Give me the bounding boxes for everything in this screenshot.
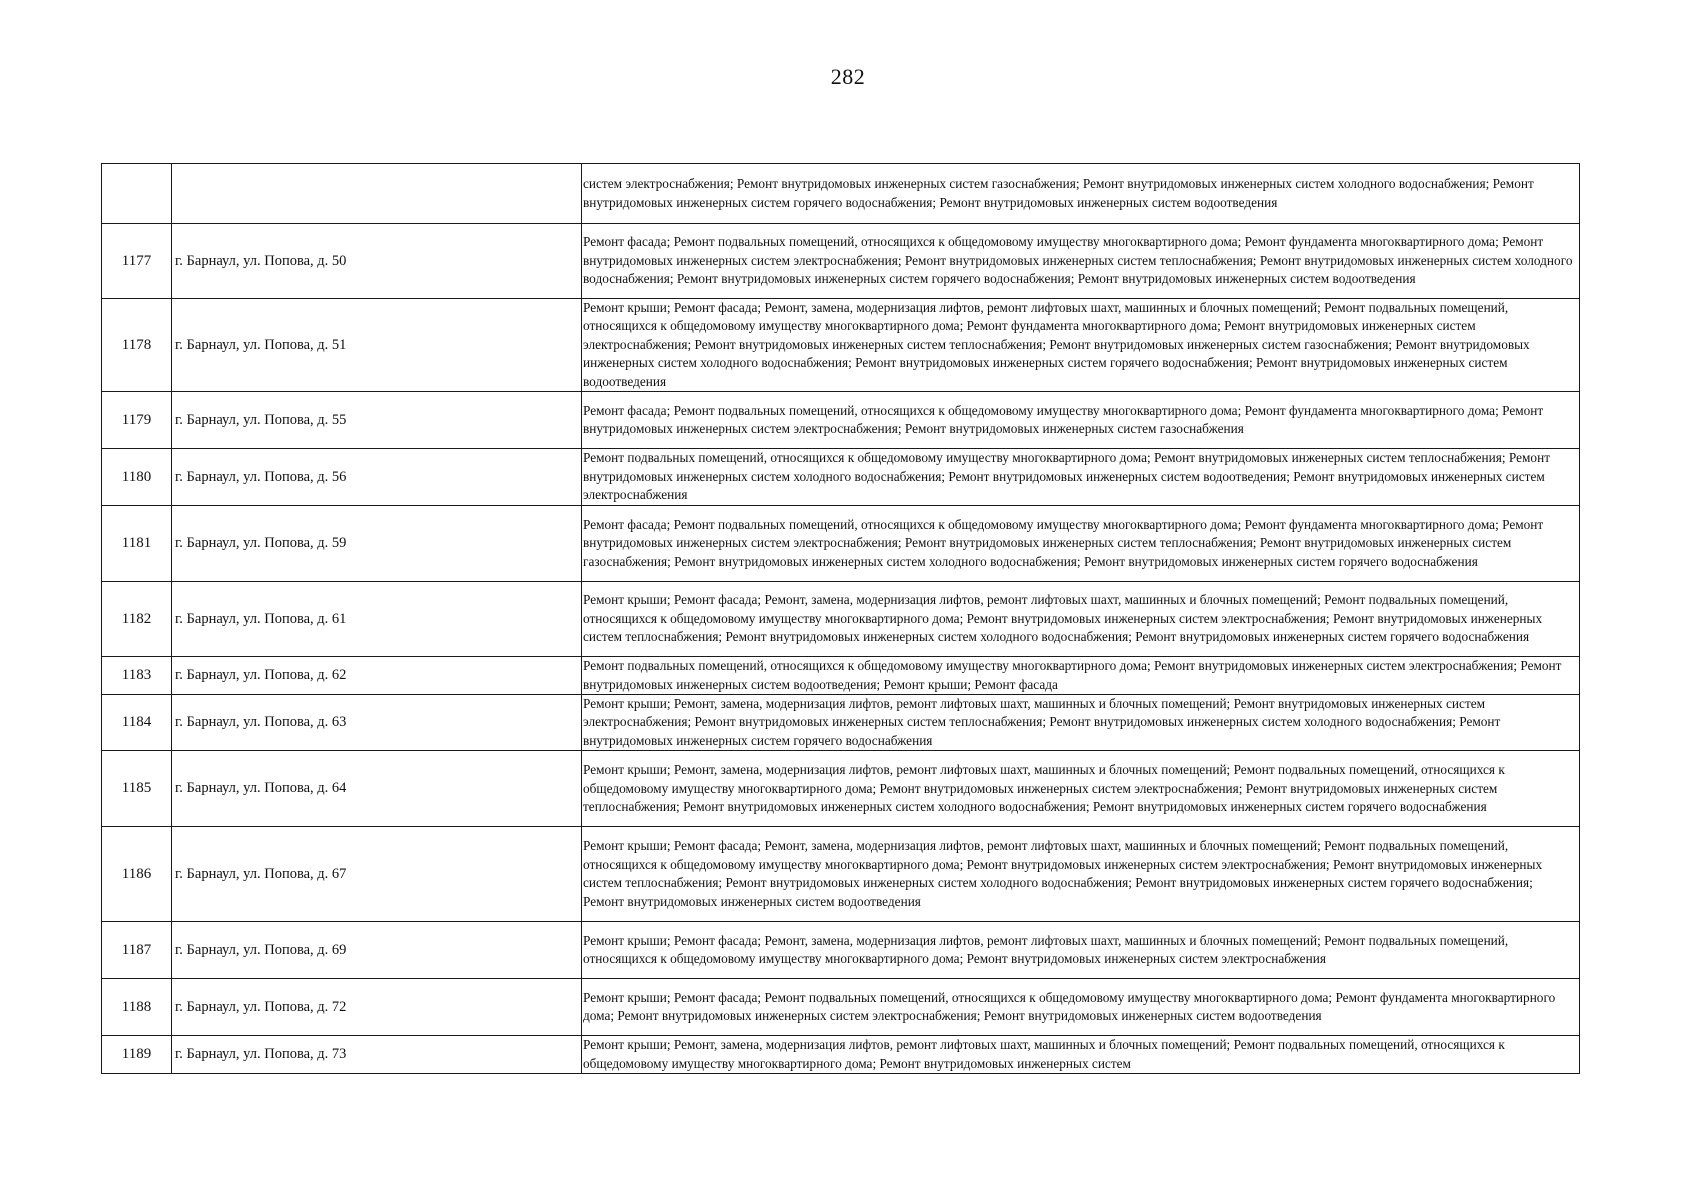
row-number: 1189 (102, 1036, 172, 1074)
page-number: 282 (830, 64, 866, 89)
row-works: Ремонт крыши; Ремонт фасада; Ремонт, замена, модернизация лифтов, ремонт лифтовых шахт, машинных и блочных помещений; Ремонт подвальных помещений, относящихся к общедомовому имуществу многоквартирного дома; Ремонт внутридомовых инженерных систем электроснабжения; Ремонт внутридомовых инженерных систем теплоснабжения; Ремонт внутридомовых инженерных систем холодного водоснабжения; Ремонт внутридомовых инженерных систем горячего водоснабжения (582, 582, 1580, 657)
table-row (102, 922, 1580, 979)
table-row (102, 979, 1580, 1036)
row-address: г. Барнаул, ул. Попова, д. 69 (172, 922, 582, 979)
row-number: 1183 (102, 657, 172, 695)
row-address: г. Барнаул, ул. Попова, д. 59 (172, 506, 582, 582)
table-row (102, 224, 1580, 299)
table-row (102, 392, 1580, 449)
row-works: Ремонт крыши; Ремонт, замена, модернизация лифтов, ремонт лифтовых шахт, машинных и блочных помещений; Ремонт подвальных помещений, относящихся к общедомовому имуществу многоквартирного дома; Ремонт внутридомовых инженерных систем электроснабжения; Ремонт внутридомовых инженерных систем теплоснабжения; Ремонт внутридомовых инженерных систем холодного водоснабжения; Ремонт внутридомовых инженерных систем горячего водоснабжения (582, 751, 1580, 827)
row-address: г. Барнаул, ул. Попова, д. 67 (172, 827, 582, 922)
row-number: 1184 (102, 695, 172, 751)
row-address: г. Барнаул, ул. Попова, д. 73 (172, 1036, 582, 1074)
row-address: г. Барнаул, ул. Попова, д. 64 (172, 751, 582, 827)
repair-works-table (101, 163, 1580, 1074)
table-row (102, 695, 1580, 751)
row-works: Ремонт крыши; Ремонт, замена, модернизация лифтов, ремонт лифтовых шахт, машинных и блочных помещений; Ремонт подвальных помещений, относящихся к общедомовому имуществу многоквартирного дома; Ремонт внутридомовых инженерных систем (582, 1036, 1580, 1074)
row-number: 1185 (102, 751, 172, 827)
table-row (102, 299, 1580, 392)
table-row (102, 827, 1580, 922)
row-address: г. Барнаул, ул. Попова, д. 61 (172, 582, 582, 657)
row-works: Ремонт подвальных помещений, относящихся к общедомовому имуществу многоквартирного дома; Ремонт внутридомовых инженерных систем теплоснабжения; Ремонт внутридомовых инженерных систем холодного водоснабжения; Ремонт внутридомовых инженерных систем водоотведения; Ремонт внутридомовых инженерных систем электроснабжения (582, 449, 1580, 506)
row-address: г. Барнаул, ул. Попова, д. 51 (172, 299, 582, 392)
row-works: Ремонт фасада; Ремонт подвальных помещений, относящихся к общедомовому имуществу многоквартирного дома; Ремонт фундамента многоквартирного дома; Ремонт внутридомовых инженерных систем электроснабжения; Ремонт внутридомовых инженерных систем теплоснабжения; Ремонт внутридомовых инженерных систем газоснабжения; Ремонт внутридомовых инженерных систем холодного водоснабжения; Ремонт внутридомовых инженерных систем горячего водоснабжения (582, 506, 1580, 582)
table-row (102, 657, 1580, 695)
table-row (102, 164, 1580, 224)
row-number: 1188 (102, 979, 172, 1036)
row-number (102, 164, 172, 224)
row-works: Ремонт крыши; Ремонт фасада; Ремонт, замена, модернизация лифтов, ремонт лифтовых шахт, машинных и блочных помещений; Ремонт подвальных помещений, относящихся к общедомовому имуществу многоквартирного дома; Ремонт внутридомовых инженерных систем электроснабжения; Ремонт внутридомовых инженерных систем теплоснабжения; Ремонт внутридомовых инженерных систем холодного водоснабжения; Ремонт внутридомовых инженерных систем горячего водоснабжения; Ремонт внутридомовых инженерных систем водоотведения (582, 827, 1580, 922)
row-number: 1182 (102, 582, 172, 657)
row-works: Ремонт подвальных помещений, относящихся к общедомовому имуществу многоквартирного дома; Ремонт внутридомовых инженерных систем электроснабжения; Ремонт внутридомовых инженерных систем водоотведения; Ремонт крыши; Ремонт фасада (582, 657, 1580, 695)
row-number: 1180 (102, 449, 172, 506)
table-row (102, 582, 1580, 657)
row-works: Ремонт фасада; Ремонт подвальных помещений, относящихся к общедомовому имуществу многоквартирного дома; Ремонт фундамента многоквартирного дома; Ремонт внутридомовых инженерных систем электроснабжения; Ремонт внутридомовых инженерных систем теплоснабжения; Ремонт внутридомовых инженерных систем холодного водоснабжения; Ремонт внутридомовых инженерных систем горячего водоснабжения; Ремонт внутридомовых инженерных систем водоотведения (582, 224, 1580, 299)
row-works: Ремонт крыши; Ремонт, замена, модернизация лифтов, ремонт лифтовых шахт, машинных и блочных помещений; Ремонт внутридомовых инженерных систем электроснабжения; Ремонт внутридомовых инженерных систем теплоснабжения; Ремонт внутридомовых инженерных систем холодного водоснабжения; Ремонт внутридомовых инженерных систем горячего водоснабжения (582, 695, 1580, 751)
table-row (102, 449, 1580, 506)
row-number: 1181 (102, 506, 172, 582)
row-number: 1177 (102, 224, 172, 299)
row-number: 1178 (102, 299, 172, 392)
table-row (102, 1036, 1580, 1074)
table-row (102, 751, 1580, 827)
row-address: г. Барнаул, ул. Попова, д. 50 (172, 224, 582, 299)
row-number: 1187 (102, 922, 172, 979)
row-address (172, 164, 582, 224)
row-works: Ремонт крыши; Ремонт фасада; Ремонт, замена, модернизация лифтов, ремонт лифтовых шахт, машинных и блочных помещений; Ремонт подвальных помещений, относящихся к общедомовому имуществу многоквартирного дома; Ремонт внутридомовых инженерных систем электроснабжения (582, 922, 1580, 979)
row-works: систем электроснабжения; Ремонт внутридомовых инженерных систем газоснабжения; Ремонт внутридомовых инженерных систем холодного водоснабжения; Ремонт внутридомовых инженерных систем горячего водоснабжения; Ремонт внутридомовых инженерных систем водоотведения (582, 164, 1580, 224)
row-address: г. Барнаул, ул. Попова, д. 55 (172, 392, 582, 449)
row-number: 1186 (102, 827, 172, 922)
row-works: Ремонт фасада; Ремонт подвальных помещений, относящихся к общедомовому имуществу многоквартирного дома; Ремонт фундамента многоквартирного дома; Ремонт внутридомовых инженерных систем электроснабжения; Ремонт внутридомовых инженерных систем газоснабжения (582, 392, 1580, 449)
row-address: г. Барнаул, ул. Попова, д. 56 (172, 449, 582, 506)
row-address: г. Барнаул, ул. Попова, д. 63 (172, 695, 582, 751)
row-number: 1179 (102, 392, 172, 449)
row-address: г. Барнаул, ул. Попова, д. 72 (172, 979, 582, 1036)
table-row (102, 506, 1580, 582)
row-works: Ремонт крыши; Ремонт фасада; Ремонт, замена, модернизация лифтов, ремонт лифтовых шахт, машинных и блочных помещений; Ремонт подвальных помещений, относящихся к общедомовому имуществу многоквартирного дома; Ремонт фундамента многоквартирного дома; Ремонт внутридомовых инженерных систем электроснабжения; Ремонт внутридомовых инженерных систем теплоснабжения; Ремонт внутридомовых инженерных систем газоснабжения; Ремонт внутридомовых инженерных систем холодного водоснабжения; Ремонт внутридомовых инженерных систем горячего водоснабжения; Ремонт внутридомовых инженерных систем водоотведения (582, 299, 1580, 392)
row-address: г. Барнаул, ул. Попова, д. 62 (172, 657, 582, 695)
row-works: Ремонт крыши; Ремонт фасада; Ремонт подвальных помещений, относящихся к общедомовому имуществу многоквартирного дома; Ремонт фундамента многоквартирного дома; Ремонт внутридомовых инженерных систем электроснабжения; Ремонт внутридомовых инженерных систем водоотведения (582, 979, 1580, 1036)
